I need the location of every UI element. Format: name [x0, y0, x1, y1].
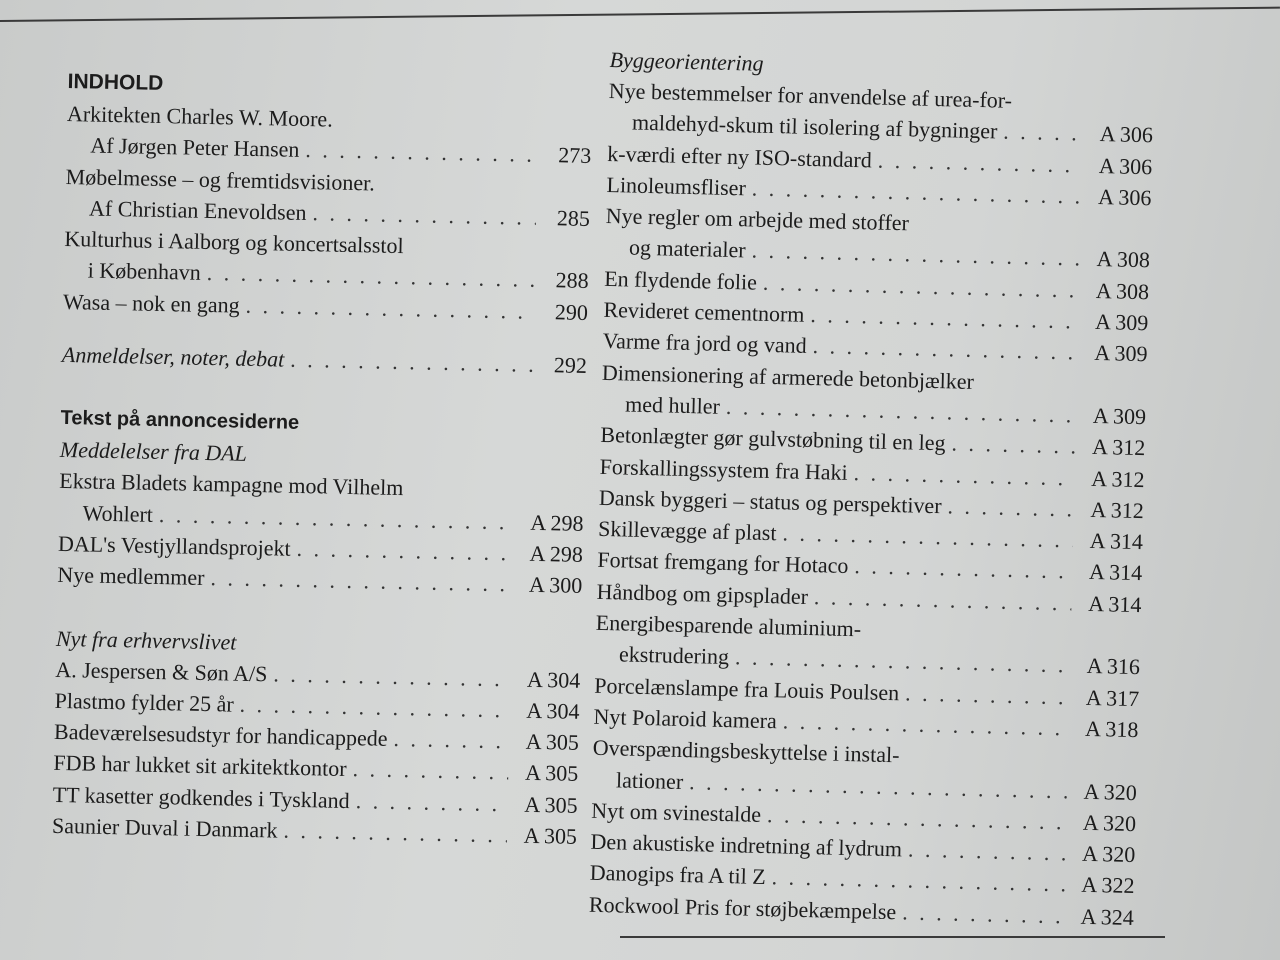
- dot-leader: [305, 134, 537, 170]
- entry-title: FDB har lukket sit arkitektkontor: [53, 750, 347, 782]
- entry-title-line: Ekstra Bladets kampagne mod Vilhelm: [59, 468, 404, 501]
- entry-title-line: Nye regler om arbejde med stoffer: [605, 203, 910, 236]
- page-number: A 312: [1091, 465, 1145, 492]
- page-number: A 314: [1089, 528, 1144, 555]
- dot-leader: [908, 834, 1066, 869]
- page-number: A 320: [1081, 840, 1136, 868]
- entry-title: Porcelænslampe fra Louis Poulsen: [594, 672, 900, 705]
- entry-title: TT kasetter godkendes i Tyskland: [52, 781, 350, 813]
- entry-title: Badeværelsesudstyr for handicappede: [53, 719, 388, 751]
- dot-leader: [245, 290, 534, 327]
- bottom-rule: [620, 936, 1165, 938]
- dot-leader: [905, 677, 1070, 712]
- entry-title: Saunier Duval i Danmark: [51, 812, 278, 843]
- top-rule: [0, 7, 1280, 22]
- page-number: A 322: [1081, 872, 1135, 899]
- page-number: A 320: [1083, 778, 1138, 805]
- dot-leader: [951, 428, 1075, 462]
- dot-leader: [273, 658, 511, 694]
- entry-title: Skillevægge af plast: [597, 516, 777, 546]
- entry-title: k-værdi efter ny ISO-standard: [607, 140, 873, 173]
- entry-title: Rockwool Pris for støjbekæmpelse: [588, 891, 897, 924]
- entry-title: med huller: [624, 391, 721, 419]
- dot-leader: [283, 815, 507, 851]
- entry-title: Revideret cementnorm: [603, 297, 805, 327]
- entry-title-line: Dimensionering af armerede betonbjælker: [601, 359, 975, 394]
- entry-title: lationer: [615, 766, 684, 794]
- entry-title: Håndbog om gipsplader: [596, 578, 809, 609]
- page-number: A 306: [1098, 152, 1153, 179]
- page-number: A 298: [529, 540, 584, 567]
- page-number: 285: [556, 205, 591, 231]
- page-number: A 300: [528, 572, 583, 599]
- page-number: A 305: [525, 728, 580, 756]
- entry-title: Af Jørgen Peter Hansen: [90, 132, 300, 163]
- dot-leader: [296, 533, 513, 569]
- toc-entry[interactable]: [58, 465, 584, 539]
- toc-entry[interactable]: [65, 161, 591, 235]
- page-number: A 314: [1088, 559, 1143, 586]
- page-number: A 306: [1099, 121, 1154, 148]
- page-number: A 306: [1097, 183, 1152, 211]
- toc-heading: INDHOLD: [67, 69, 164, 95]
- entry-title-line: Arkitekten Charles W. Moore.: [66, 100, 334, 132]
- reviews-title: Anmeldelser, noter, debat: [61, 342, 285, 372]
- toc-left-column: [52, 66, 593, 852]
- dot-leader: [352, 754, 508, 789]
- entry-title-line: Overspændingsbeskyttelse i instal-: [592, 735, 900, 768]
- entry-title-line: Kulturhus i Aalborg og koncertsalsstol: [64, 226, 404, 259]
- dal-list: [57, 465, 585, 601]
- dot-leader: [355, 785, 508, 819]
- toc-right-column: [589, 44, 1155, 933]
- entry-title: Af Christian Enevoldsen: [88, 195, 307, 225]
- entry-title: ekstrudering: [618, 641, 730, 670]
- entry-title: maldehyd-skum til isolering af bygninger: [631, 109, 998, 144]
- entry-title: Nyt om svinestalde: [590, 797, 762, 827]
- dot-leader: [312, 197, 536, 233]
- page-number: A 305: [524, 791, 578, 818]
- dot-leader: [877, 144, 1082, 180]
- page-number: 273: [557, 142, 592, 169]
- entry-title: Den akustiske indretning af lydrum: [590, 828, 903, 862]
- toc-entry[interactable]: [63, 223, 589, 297]
- ann-heading: Tekst på annoncesiderne: [60, 407, 300, 435]
- entry-title-line: Nye bestemmelser for anvendelse af urea-for-: [608, 77, 1013, 113]
- entry-title: Wohlert: [82, 500, 154, 527]
- page-number: A 305: [523, 822, 578, 849]
- entry-title-line: Energibesparende aluminium-: [595, 609, 862, 642]
- page-number: A 305: [524, 760, 579, 787]
- entry-title: Nyt Polaroid kamera: [593, 703, 778, 734]
- entry-title: Wasa – nok en gang: [62, 288, 240, 318]
- page-number: A 309: [1092, 402, 1147, 430]
- page-number: A 314: [1087, 590, 1142, 617]
- entry-title: Varme fra jord og vand: [602, 328, 808, 359]
- page-number: A 309: [1094, 309, 1149, 336]
- dot-leader: [210, 562, 512, 600]
- page-number: A 312: [1091, 434, 1146, 461]
- page-number: A 316: [1086, 653, 1141, 680]
- page-number: 290: [554, 299, 589, 325]
- entry-title: Forskallingssystem fra Haki: [599, 453, 849, 485]
- article-list: [63, 98, 592, 328]
- dot-leader: [947, 490, 1074, 524]
- page-number: A 308: [1095, 277, 1150, 305]
- dot-leader: [393, 723, 509, 757]
- dot-leader: [1003, 116, 1083, 149]
- page-number: A 309: [1094, 340, 1148, 367]
- page-number: A 318: [1084, 715, 1139, 743]
- entry-title: Fortsat fremgang for Hotaco: [597, 547, 849, 579]
- entry-title: A. Jespersen & Søn A/S: [55, 656, 268, 686]
- page-number: 288: [555, 267, 589, 294]
- page-number: 292: [553, 352, 588, 379]
- entry-title-line: Møbelmesse – og fremtidsvisioner.: [65, 163, 376, 196]
- dot-leader: [902, 896, 1064, 931]
- erhverv-section-title: Nyt fra erhvervslivet: [55, 625, 237, 655]
- byggeorientering-title: Byggeorientering: [609, 46, 764, 76]
- page-number: A 304: [526, 697, 580, 724]
- entry-title: Plastmo fylder 25 år: [54, 687, 234, 717]
- toc-entry[interactable]: [66, 98, 592, 172]
- entry-title: Dansk byggeri – status og perspektiver: [598, 484, 942, 519]
- entry-title: En flydende folie: [603, 265, 758, 295]
- page-number: A 324: [1080, 903, 1135, 930]
- entry-title: i København: [87, 257, 201, 286]
- entry-title: Linoleumsfliser: [606, 171, 747, 201]
- dal-section-title: Meddelelser fra DAL: [59, 437, 248, 467]
- entry-title: DAL's Vestjyllandsprojekt: [57, 530, 291, 561]
- entry-title: Danogips fra A til Z: [589, 860, 766, 890]
- erhverv-list: [52, 653, 581, 852]
- page-number: A 320: [1082, 809, 1137, 836]
- page-number: A 304: [526, 666, 581, 693]
- page-number: A 312: [1090, 496, 1145, 524]
- entry-title: Betonlægter gør gulvstøbning til en leg: [600, 422, 946, 456]
- byggeorientering-list: [589, 75, 1154, 933]
- page-number: A 317: [1085, 684, 1140, 711]
- entry-title: og materialer: [628, 235, 746, 263]
- page-number: A 298: [530, 509, 584, 536]
- page-number: A 308: [1096, 246, 1151, 273]
- entry-title: Nye medlemmer: [57, 562, 205, 591]
